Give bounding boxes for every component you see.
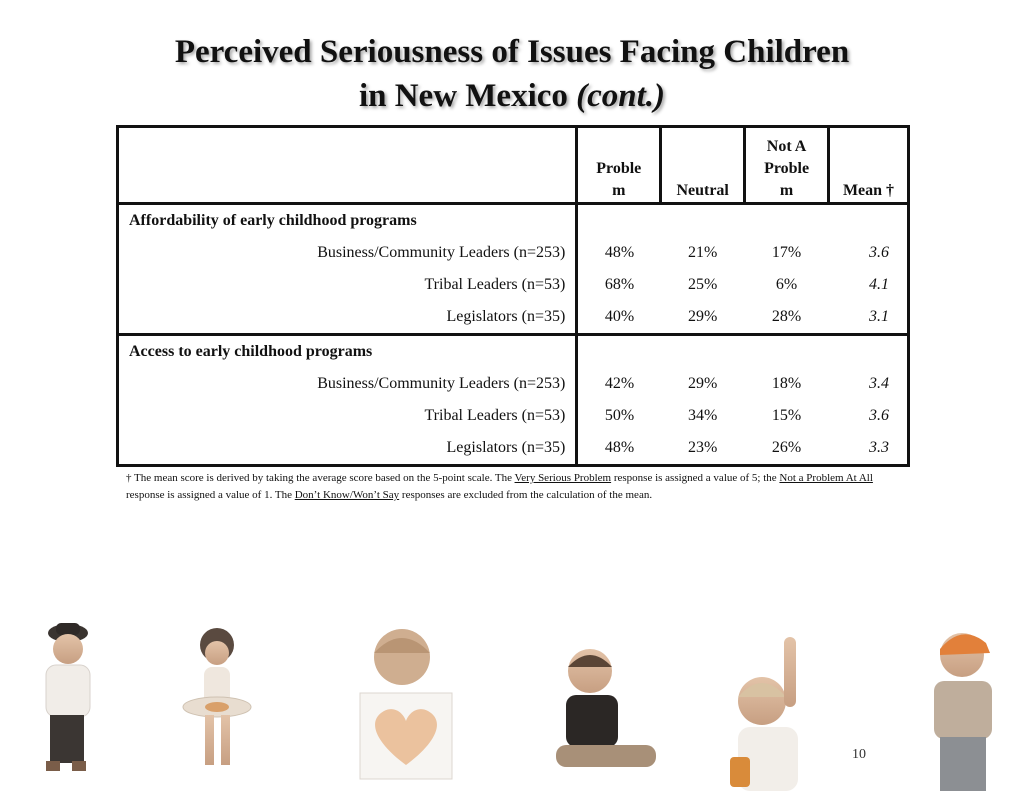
group-label: Legislators (n=35) [118,301,577,335]
table-row [118,269,909,301]
not-problem-value: 28% [745,301,829,335]
problem-value: 48% [604,244,635,261]
title-cont: (cont.) [576,78,666,114]
child-with-hat-illustration [46,623,90,771]
footnote-text: response is assigned a value of 5; the [611,472,780,484]
neutral-value: 34% [688,407,718,424]
results-table [116,125,910,467]
neutral-value: 29% [661,301,745,335]
not-problem-value: 6% [775,276,798,293]
not-problem-value: 26% [745,432,829,466]
title-line-1: Perceived Seriousness of Issues Facing Children [174,34,850,70]
child-arm-raised-illustration [730,637,798,791]
table-row [118,368,909,400]
footnote-text: response is assigned a value of 1. The [126,489,295,501]
section-label: Affordability of early childhood programs [118,204,577,238]
header-row [118,127,909,204]
section-row [118,335,909,369]
mean-value: 3.1 [829,301,909,335]
not-problem-value: 17% [771,244,802,261]
footnote-term: Not a Problem At All [779,472,873,484]
group-label: Legislators (n=35) [118,432,577,466]
footnote-term: Don’t Know/Won’t Say [294,489,400,501]
group-label: Tribal Leaders (n=53) [118,400,577,432]
problem-value: 48% [577,432,661,466]
children-photo-strip [0,615,1024,791]
not-problem-value: 15% [771,407,802,424]
page-number: 10 [852,747,866,762]
slide-title [0,30,1024,118]
header-not-problem-line1: Not A [766,138,807,155]
child-orange-cap-illustration [934,633,992,791]
footnote-text: responses are excluded from the calculation of the mean. [399,489,653,501]
header-not-problem-line3: m [779,182,794,199]
mean-value: 3.6 [829,237,909,269]
neutral-value: 21% [688,244,718,261]
header-not-problem [745,127,829,204]
problem-value: 50% [604,407,635,424]
neutral-value: 25% [688,276,718,293]
sitting-toddler-illustration [556,649,656,767]
section-label: Access to early childhood programs [118,335,577,369]
mean-value: 3.4 [829,368,909,400]
header-blank-cell [118,127,577,204]
mean-value: 3.3 [829,432,909,466]
header-problem [577,127,661,204]
problem-value: 68% [604,276,635,293]
table-row [118,432,909,466]
group-label: Business/Community Leaders (n=253) [118,368,577,400]
problem-value: 42% [604,375,635,392]
footnote-term: Very Serious Problem [514,472,612,484]
child-flower-costume-illustration [183,628,251,765]
neutral-value: 29% [688,375,718,392]
mean-value: 4.1 [829,269,909,301]
title-line-2-text: in New Mexico [358,78,568,114]
header-problem-line1: Proble [596,160,642,177]
mean-value: 3.6 [829,400,909,432]
group-label: Tribal Leaders (n=53) [118,269,577,301]
table-row [118,301,909,335]
group-label: Business/Community Leaders (n=253) [118,237,577,269]
header-problem-line2: m [612,182,626,199]
header-neutral: Neutral [661,127,745,204]
neutral-value: 23% [661,432,745,466]
child-holding-heart-drawing-illustration [360,629,452,779]
title-line-2 [0,74,1024,118]
table-row [118,237,909,269]
table-row [118,400,909,432]
header-mean: Mean † [829,127,909,204]
footnote [126,470,902,504]
header-not-problem-line2: Proble [764,160,810,177]
section-row [118,204,909,238]
footnote-text: † The mean score is derived by taking the average score based on the 5-point scale. The [126,472,515,484]
problem-value: 40% [577,301,661,335]
not-problem-value: 18% [771,375,802,392]
